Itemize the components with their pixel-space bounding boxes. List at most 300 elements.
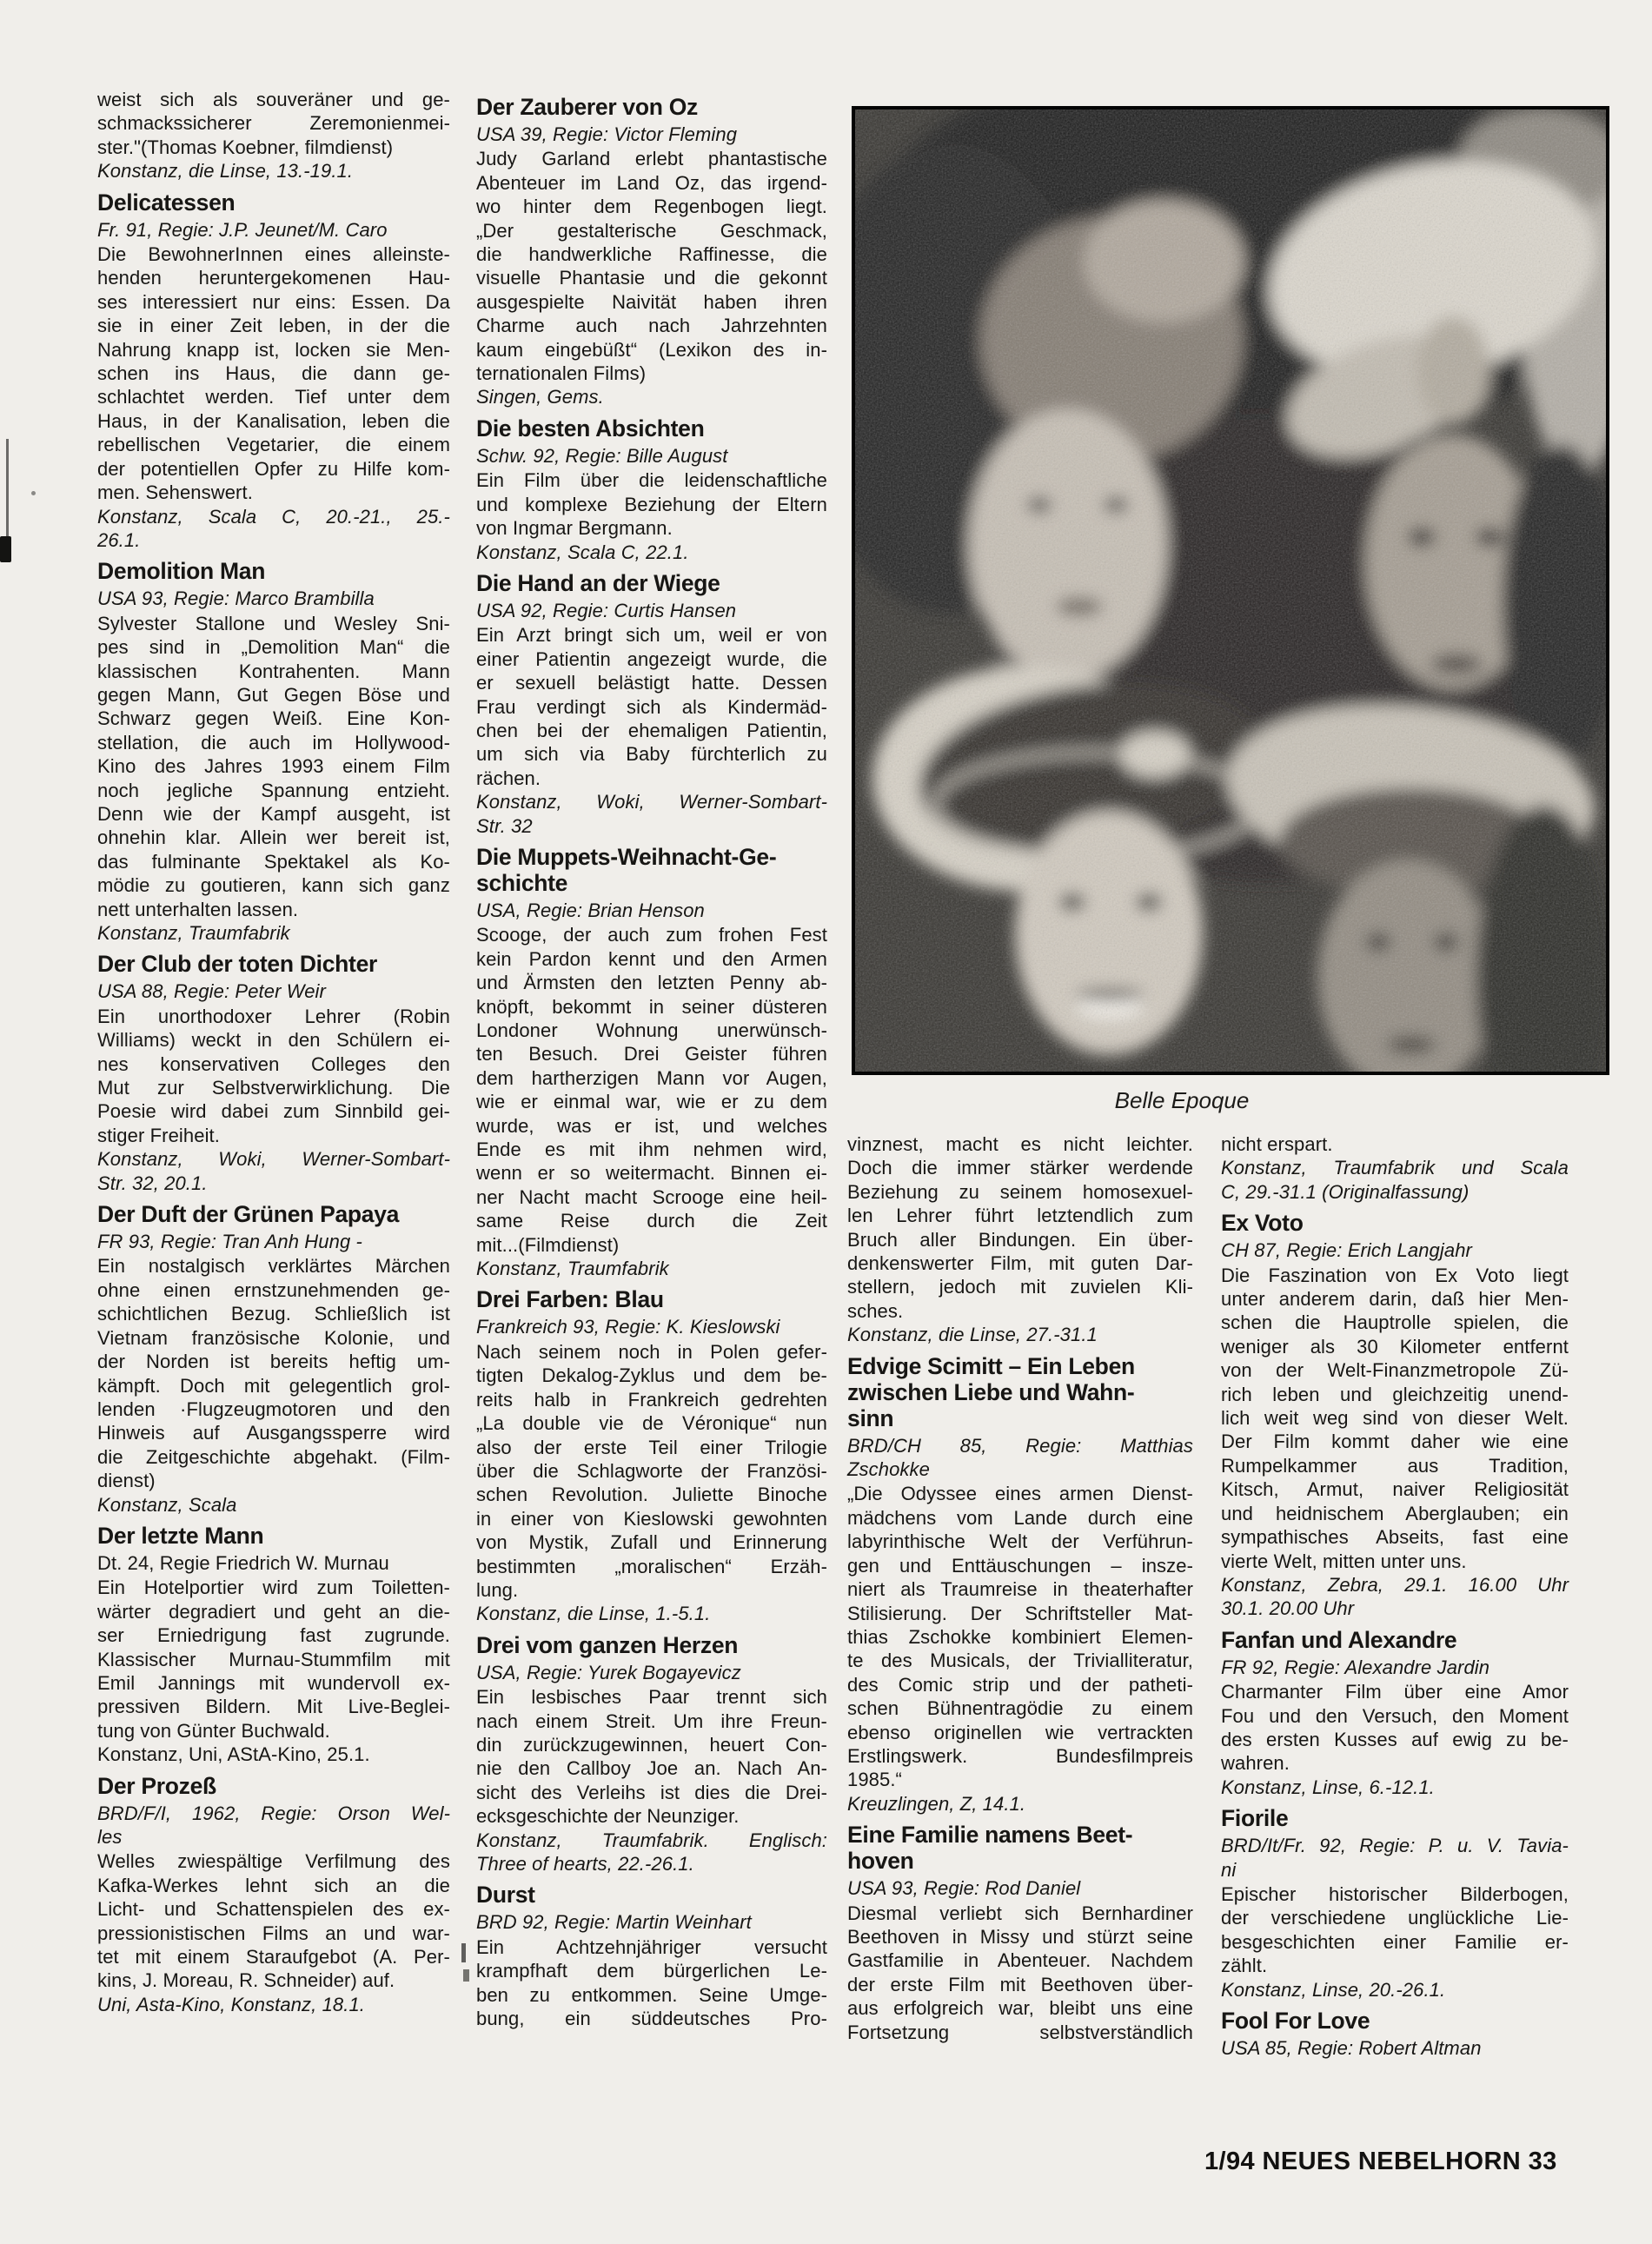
text-line: in einer von Kieslowski gewohnten [476,1507,827,1530]
text-line: Drei Farben: Blau [476,1286,664,1313]
film-description [476,1935,827,2031]
text-line: er sexuell belästigt hatte. Dessen [476,672,827,694]
film-venue [1221,1573,1569,1621]
text-line: nach einem Streit. Um ihre Freun- [476,1710,827,1732]
text-line: ser Erniedrigung fast zugrunde. [97,1624,450,1647]
text-line: ohne einen ernstzunehmenden ge- [97,1278,450,1301]
text-line: stellation, die auch im Hollywood- [97,731,450,754]
text-line: schichte [476,869,568,896]
text-line: Scooge, der auch zum frohen Fest [476,924,827,946]
text-line: Sylvester Stallone und Wesley Sni- [97,612,450,634]
text-line: schen Revolution. Juliette Binoche [476,1484,827,1506]
text-line: Emil Jannings mit wundervoll ex- [97,1671,450,1694]
text-line: Der Prozeß [97,1772,216,1799]
text-line: Konstanz, Woki, Werner-Sombart- [476,791,827,813]
text-line: also der erste Teil einer Trilogie [476,1436,827,1458]
text-line: und heidnischem Aberglauben; ein [1221,1502,1569,1524]
film-venue [97,1993,450,2016]
text-line: kins, J. Moreau, R. Schneider) auf. [97,1969,395,1992]
text-line: USA, Regie: Brian Henson [476,899,705,921]
text-line: schlachtet werden. Tief unter dem [97,386,450,408]
text-line: ben zu entkommen. Seine Umge- [476,1983,827,2006]
film-title [1221,1210,1569,1236]
text-line: CH 87, Regie: Erich Langjahr [1221,1239,1472,1262]
film-description [476,468,827,540]
text-line: des ersten Kusses auf ewig zu be- [1221,1728,1569,1750]
film-title [1221,1805,1569,1831]
text-line: knöpft, bekommt in seiner düsteren [476,995,827,1018]
text-line: ecksgeschichte der Neunziger. [476,1805,740,1828]
film-venue [847,1323,1193,1346]
film-title [476,1286,827,1312]
page-footer-issue-and-number: 1/94 NEUES NEBELHORN 33 [1204,2148,1557,2175]
film-description [97,1005,450,1147]
film-credit [97,1802,450,1849]
text-line: ohnehin klar. Allein wer bereit ist, [97,827,450,849]
text-line: kein Pardon kennt und den Armen [476,947,827,970]
film-listing-column-1 [97,88,450,2018]
text-line: Die Muppets-Weihnacht-Ge- [476,843,777,870]
text-line: Konstanz, Traumfabrik. Englisch: [476,1829,827,1851]
text-line: Durst [476,1882,535,1909]
text-line: Der Duft der Grünen Papaya [97,1201,400,1228]
text-line: nicht erspart. [1221,1133,1333,1155]
film-title [476,844,827,896]
text-line: Schwarz gegen Weiß. Eine Kon- [97,707,450,730]
text-line: Der Club der toten Dichter [97,951,378,978]
text-line: BRD/It/Fr. 92, Regie: P. u. V. Tavia- [1221,1835,1569,1857]
text-line: Erstlingswerk. Bundesfilmpreis [847,1744,1193,1767]
film-title [1221,2008,1569,2034]
text-line: Kitsch, Armut, naiver Religiosität [1221,1478,1569,1501]
text-line: Zschokke [847,1458,930,1481]
text-line: ausgespielte Naivität haben ihren [476,290,827,313]
text-line: Ein nostalgisch verklärtes Märchen [97,1255,450,1278]
text-line: thias Zschokke kombiniert Elemen- [847,1625,1193,1648]
text-line: Konstanz, Traumfabrik [97,922,290,944]
text-line: wo hinter dem Regenbogen liegt. [476,196,827,218]
text-line: FR 93, Regie: Tran Anh Hung - [97,1231,362,1253]
text-line: Fanfan und Alexandre [1221,1626,1457,1653]
film-credit [476,1910,827,1934]
film-venue [97,505,450,553]
text-line: stiger Freiheit. [97,1124,220,1146]
text-line: Str. 32 [476,814,533,837]
text-line: wärter degradiert und geht an die- [97,1600,450,1623]
text-line: „Der gestalterische Geschmack, [476,219,827,242]
film-credit [476,1661,827,1684]
film-description [476,923,827,1257]
text-line: pressiven Bildern. Mit Live-Beglei- [97,1696,450,1718]
text-line: gen und Enttäuschungen – insze- [847,1554,1193,1577]
text-line: der potentiellen Opfer zu Hilfe kom- [97,457,450,480]
text-line: Three of hearts, 22.-26.1. [476,1853,694,1875]
film-description [476,1340,827,1602]
text-line: reits halb in Frankreich gedrehten [476,1388,827,1411]
film-credit [1221,1656,1569,1679]
film-credit [476,599,827,622]
text-line: nie den Callboy Joe an. Nach An- [476,1757,827,1780]
text-line: Williams) weckt in den Schülern ei- [97,1029,450,1052]
film-credit [476,123,827,146]
text-line: Konstanz, die Linse, 1.-5.1. [476,1603,711,1625]
text-line: zwischen Liebe und Wahn- [847,1378,1135,1405]
text-line: schichtlichen Bezug. Schließlich ist [97,1303,450,1325]
photo-montage-graphic [855,110,1606,1072]
text-line: Fool For Love [1221,2008,1370,2034]
text-line: Klassischer Murnau-Stummfilm mit [97,1648,450,1670]
text-line: tigten Dekalog-Zyklus und dem be- [476,1364,827,1387]
text-line: Haus, in der Kanalisation, leben die [97,409,450,432]
text-line: Mut zur Selbstverwirklichung. Die [97,1077,450,1099]
text-line: USA 93, Regie: Rod Daniel [847,1877,1081,1900]
text-line: ebenso originellen wie vertrackten [847,1721,1193,1743]
text-line: tet mit einem Staraufgebot (A. Per- [97,1946,450,1968]
film-venue [97,1147,450,1195]
text-line: Ein Film über die leidenschaftliche [476,469,827,492]
text-line: wenn er so weitermacht. Binnen ei- [476,1162,827,1185]
text-line: des Comic strip und der patheti- [847,1673,1193,1696]
text-line: ner Nacht macht Scrooge eine heil- [476,1185,827,1208]
text-line: stellern, jedoch mit zuvielen Kli- [847,1276,1193,1298]
film-credit [97,1551,450,1575]
photo-caption: Belle Epoque [1114,1087,1250,1113]
text-line: Kino des Jahres 1993 einem Film [97,755,450,778]
text-line: chen bei der ehemaligen Patientin, [476,719,827,741]
film-title [847,1353,1193,1431]
text-line: Uni, Asta-Kino, Konstanz, 18.1. [97,1993,366,2015]
text-line: lung. [476,1578,519,1601]
text-line: Charme auch nach Jahrzehnten [476,315,827,337]
text-line: einer Patientin angezeigt wurde, die [476,647,827,670]
text-line: FR 92, Regie: Alexandre Jardin [1221,1656,1490,1678]
text-line: Konstanz, die Linse, 27.-31.1 [847,1324,1098,1346]
film-credit [1221,1834,1569,1882]
text-line: USA 88, Regie: Peter Weir [97,980,326,1003]
film-credit [476,444,827,468]
text-line: lich weit weg sind von dieser Welt. [1221,1407,1569,1430]
text-line: gegen Mann, Gut Gegen Böse und [97,683,450,706]
film-venue [476,1602,827,1625]
text-line: wie er einmal war, wie er zu dem [476,1091,827,1113]
text-line: Welles zwiespältige Verfilmung des [97,1850,450,1873]
text-line: Die Faszination von Ex Voto liegt [1221,1264,1569,1286]
text-line: die Zeitgeschichte abgehakt. (Film- [97,1445,450,1468]
film-description [1221,1680,1569,1776]
film-description [97,1576,450,1743]
text-line: Konstanz, Scala [97,1493,237,1516]
film-description [97,1849,450,1992]
text-line: Nahrung knapp ist, locken sie Men- [97,338,450,361]
text-line: henden heruntergekomenen Hau- [97,267,450,289]
film-credit [476,1315,827,1338]
film-description [97,612,450,921]
film-credit [1221,1238,1569,1262]
text-line: Hinweis auf Ausgangssperre wird [97,1422,450,1444]
film-description [97,1254,450,1492]
film-venue [1221,1156,1569,1204]
scan-artifact-dot [31,491,36,495]
film-venue [476,790,827,838]
text-line: wurde, was er ist, und welches [476,1114,827,1137]
text-line: Drei vom ganzen Herzen [476,1631,739,1658]
text-line: Fou und den Versuch, den Moment [1221,1704,1569,1727]
text-line: Frau verdingt sich als Kindermäd- [476,695,827,718]
text-line: Die BewohnerInnen eines alleinste- [97,243,450,266]
text-line: Charmanter Film über eine Amor [1221,1681,1569,1703]
film-description [476,1685,827,1828]
text-line: Ein Hotelportier wird zum Toiletten- [97,1577,450,1599]
text-line: das fulminante Spektakel als Ko- [97,850,450,873]
text-line: Die besten Absichten [476,415,705,441]
text-line: rächen. [476,767,541,789]
text-line: Konstanz, Linse, 20.-26.1. [1221,1978,1446,2001]
text-line: Der Film kommt daher wie eine [1221,1431,1569,1453]
text-line: Londoner Wohnung unerwünsch- [476,1019,827,1041]
text-line: noch jegliche Spannung entzieht. [97,779,450,801]
text-line: tung von Günter Buchwald. [97,1719,330,1742]
text-line: USA 39, Regie: Victor Fleming [476,123,738,145]
text-line: Diesmal verliebt sich Bernhardiner [847,1902,1193,1924]
text-line: Konstanz, Scala C, 20.-21., 25.- [97,505,450,528]
text-line: Stilisierung. Der Schriftsteller Mat- [847,1602,1193,1624]
text-line: weniger als 30 Kilometer entfernt [1221,1335,1569,1358]
film-title [476,1632,827,1658]
text-line: rich leben und gleichzeitig unend- [1221,1383,1569,1405]
text-line: Gastfamilie in Abenteuer. Nachdem [847,1949,1193,1972]
text-line: klassischen Kontrahenten. Mann [97,660,450,682]
text-line: der verschiedene unglückliche Lie- [1221,1907,1569,1929]
film-description [847,1482,1193,1791]
film-title [97,1201,450,1227]
text-line: Bruch aller Bindungen. Ein über- [847,1228,1193,1251]
text-line: ster."(Thomas Koebner, filmdienst) [97,136,394,158]
film-venue [1221,1776,1569,1799]
text-line: Ende es mit ihm nehmen wird, [476,1139,827,1161]
film-title [97,951,450,977]
text-line: nes konservativen Colleges den [97,1052,450,1075]
text-line: les [97,1826,123,1848]
text-line: Ein Arzt bringt sich um, weil er von [476,624,827,647]
text-line: Ein unorthodoxer Lehrer (Robin [97,1005,450,1027]
text-line: sie in einer Zeit leben, in der die [97,315,450,337]
text-line: kämpft. Doch mit gelegentlich grol- [97,1374,450,1397]
text-line: Der letzte Mann [97,1522,264,1549]
film-listing-column-4 [1221,1132,1569,2061]
scan-artifact-tick [463,1969,469,1982]
film-venue [476,1829,827,1876]
text-line: hoven [847,1848,914,1875]
text-line: Ein lesbisches Paar trennt sich [476,1686,827,1709]
film-description [476,147,827,385]
film-title [97,558,450,584]
text-line: und Ärmsten den letzten Penny ab- [476,972,827,994]
film-credit [847,1876,1193,1900]
text-line: die handwerkliche Raffinesse, die [476,243,827,266]
text-line: sches. [847,1299,904,1322]
text-line: labyrinthische Welt der Verführun- [847,1530,1193,1553]
text-line: Fortsetzung selbstverständlich [847,2021,1193,2043]
text-line: zählt. [1221,1955,1268,1977]
film-credit [1221,2036,1569,2060]
scan-artifact-tick [461,1943,466,1962]
text-line: mit...(Filmdienst) [476,1233,620,1256]
text-line: um sich via Baby fürchterlich zu [476,743,827,766]
text-line: niert als Traumreise in theaterhafter [847,1578,1193,1601]
text-line: aus erfolgreich war, bleibt uns eine [847,1997,1193,2020]
film-credit [847,1434,1193,1482]
text-line: Abenteuer im Land Oz, das irgend- [476,171,827,194]
text-line: ternationalen Films) [476,362,647,385]
text-line: ni [1221,1858,1237,1881]
text-line: schen ins Haus, die dann ge- [97,362,450,385]
text-line: Konstanz, Zebra, 29.1. 16.00 Uhr [1221,1573,1569,1596]
text-line: Eine Familie namens Beet- [847,1822,1133,1849]
text-line: Rumpelkammer aus Tradition, [1221,1454,1569,1477]
text-line: 1985.“ [847,1769,902,1791]
text-line: Edvige Scimitt – Ein Leben [847,1352,1135,1379]
text-line: Konstanz, Uni, AStA-Kino, 25.1. [97,1743,370,1766]
text-line: USA, Regie: Yurek Bogayevicz [476,1661,741,1683]
text-line: te des Musicals, der Trivialliteratur, [847,1650,1193,1672]
text-line: dienst) [97,1470,156,1492]
text-line: Schw. 92, Regie: Bille August [476,444,728,467]
text-line: vierte Welt, mitten unter uns. [1221,1550,1467,1572]
text-line: Frankreich 93, Regie: K. Kieslowski [476,1316,780,1338]
text-line: Kafka-Werkes lehnt sich an die [97,1874,450,1896]
film-credit [476,899,827,922]
text-line: visuelle Phantasie und die gekonnt [476,267,827,289]
text-line: unter anderem darin, daß hier Men- [1221,1288,1569,1311]
text-line: Kreuzlingen, Z, 14.1. [847,1792,1026,1815]
film-title [1221,1627,1569,1653]
text-line: schen Bühnentragödie zu einem [847,1697,1193,1720]
film-title [476,570,827,596]
text-line: über die Schlagworte der Französi- [476,1459,827,1482]
text-line: din zurückzugewinnen, heuert Con- [476,1733,827,1756]
film-credit [97,979,450,1003]
text-line: Die Hand an der Wiege [476,569,720,596]
film-credit [97,587,450,610]
text-line: 26.1. [97,528,141,551]
text-line: bestimmten „moralischen“ Erzäh- [476,1555,827,1577]
text-line: dem hartherzigen Mann vor Augen, [476,1066,827,1089]
text-line: mädchens vom Lande durch eine [847,1506,1193,1529]
text-line: besgeschichten einer Familie er- [1221,1930,1569,1953]
text-line: Singen, Gems. [476,386,604,408]
text-line: Denn wie der Kampf ausgeht, ist [97,802,450,825]
text-line: bung, ein süddeutsches Pro- [476,2008,827,2030]
film-listing-column-2 [476,88,827,2030]
text-line: sinn [847,1404,894,1431]
text-line: Konstanz, Linse, 6.-12.1. [1221,1776,1435,1798]
text-line: Der Zauberer von Oz [476,94,698,120]
text-line: USA 85, Regie: Robert Altman [1221,2037,1482,2059]
text-line: der erste Film mit Beethoven über- [847,1973,1193,1995]
text-line: sicht des Verleihs ist dies die Drei- [476,1781,827,1803]
film-still-photo [852,106,1609,1075]
film-venue [476,385,827,408]
film-venue [476,541,827,564]
text-line: mödie zu goutieren, kann sich ganz [97,874,450,897]
text-line: von Mystik, Zufall und Erinnerung [476,1531,827,1554]
text-line: pressionistischen Films an und war- [97,1922,450,1944]
text-line: denkenswerter Film, mit guten Dar- [847,1252,1193,1275]
text-line: krampfhaft dem bürgerlichen Le- [476,1960,827,1982]
film-description [1221,1132,1569,1156]
film-listing-column-3 [847,1132,1193,2044]
text-line: Delicatessen [97,189,236,216]
film-description [97,88,450,159]
text-line: kaum eingebüßt“ (Lexikon des in- [476,338,827,361]
text-line: ses interessiert nur eins: Essen. Da [97,290,450,313]
text-line: Doch die immer stärker werdende [847,1157,1193,1179]
film-title [847,1822,1193,1874]
text-line: lenden ·Flugzeugmotoren und den [97,1398,450,1420]
text-line: von der Welt-Finanzmetropole Zü- [1221,1359,1569,1382]
text-line: „La double vie de Véronique“ nun [476,1412,827,1435]
text-line: schen die Hauptrolle spielen, die [1221,1311,1569,1334]
text-line: Dt. 24, Regie Friedrich W. Murnau [97,1551,389,1574]
film-venue [97,1743,450,1766]
text-line: Licht- und Schattenspielen des ex- [97,1898,450,1921]
film-venue [1221,1978,1569,2002]
text-line: Konstanz, die Linse, 13.-19.1. [97,160,354,183]
text-line: ten Besuch. Drei Geister führen [476,1043,827,1066]
text-line: der Norden ist bereits heftig um- [97,1351,450,1373]
film-title [476,415,827,441]
text-line: von Ingmar Bergmann. [476,517,673,540]
text-line: sympathisches Abseits, fast eine [1221,1526,1569,1549]
text-line: BRD/CH 85, Regie: Matthias [847,1434,1193,1457]
film-credit [97,218,450,242]
text-line: same Reise durch die Zeit [476,1210,827,1232]
text-line: vinznest, macht es nicht leichter. [847,1133,1193,1155]
text-line: USA 93, Regie: Marco Brambilla [97,588,375,610]
film-venue [476,1257,827,1280]
text-line: Ein Achtzehnjähriger versucht [476,1935,827,1958]
text-line: Ex Voto [1221,1210,1304,1237]
text-line: und komplexe Beziehung der Eltern [476,493,827,515]
text-line: Str. 32, 20.1. [97,1172,208,1194]
text-line: rebellischen Vegetarier, die einem [97,434,450,456]
film-title [476,94,827,120]
film-title [97,1773,450,1799]
film-description [847,1902,1193,2044]
text-line: 30.1. 20.00 Uhr [1221,1597,1355,1620]
text-line: „Die Odyssee eines armen Dienst- [847,1483,1193,1505]
text-line: wahren. [1221,1752,1290,1775]
text-line: len Lehrer führt letztendlich zum [847,1205,1193,1227]
text-line: Konstanz, Traumfabrik [476,1258,669,1280]
text-line: Konstanz, Woki, Werner-Sombart- [97,1148,450,1171]
text-line: Epischer historischer Bilderbogen, [1221,1882,1569,1905]
film-description [1221,1882,1569,1978]
text-line: Konstanz, Traumfabrik und Scala [1221,1157,1569,1179]
text-line: Vietnam französische Kolonie, und [97,1326,450,1349]
text-line: Fr. 91, Regie: J.P. Jeunet/M. Caro [97,218,388,241]
text-line: Demolition Man [97,558,266,585]
text-line: Poesie wird dabei zum Sinnbild gei- [97,1100,450,1123]
film-description [1221,1264,1569,1573]
film-title [97,1523,450,1549]
film-credit [97,1230,450,1253]
film-description [847,1132,1193,1323]
film-title [97,189,450,216]
text-line: C, 29.-31.1 (Originalfassung) [1221,1180,1470,1203]
film-description [97,242,450,504]
film-title [476,1882,827,1908]
